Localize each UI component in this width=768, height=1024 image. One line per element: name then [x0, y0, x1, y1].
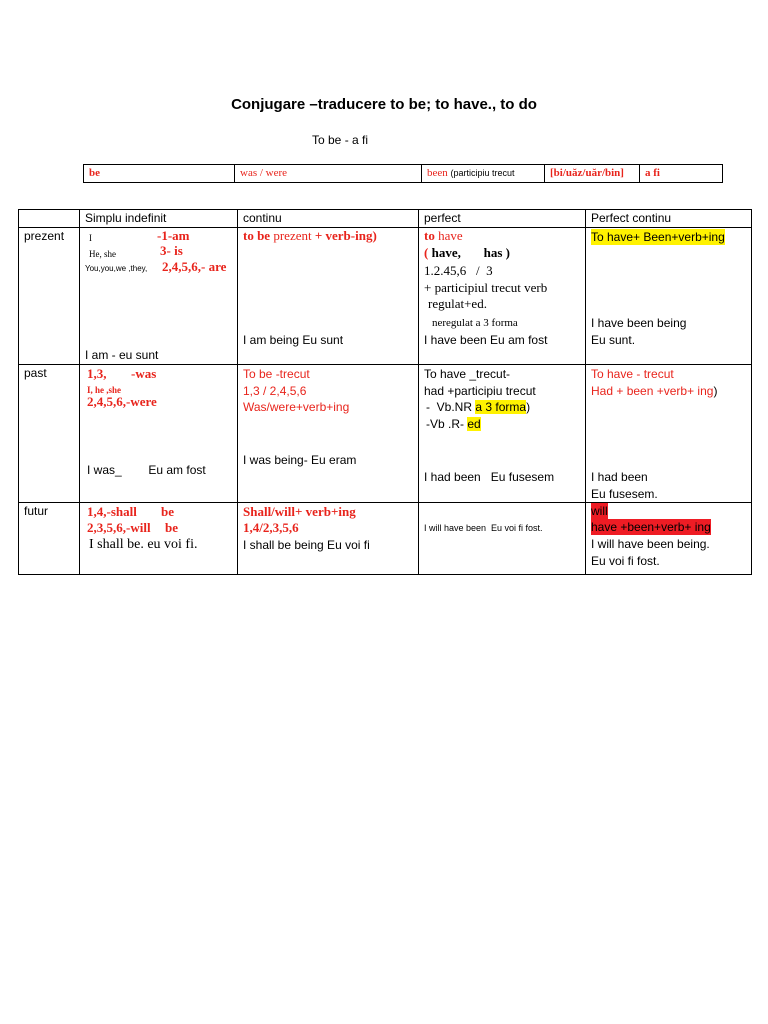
prezent-pcont-translation: Eu sunt. — [591, 333, 636, 347]
past-cont-example: I was being- Eu eram — [243, 453, 357, 467]
prezent-cont-verbing: + verb-ing) — [314, 228, 377, 243]
futur-pcont-example: I will have been being. — [591, 537, 710, 551]
past-perf-paren: ) — [526, 400, 531, 414]
row-label-prezent: prezent — [19, 228, 80, 365]
prezent-cont-prezent: prezent — [273, 228, 312, 243]
past-pcont-tohave: To have - trecut — [591, 367, 674, 381]
past-cont-cell — [238, 365, 419, 503]
futur-simple-cell — [80, 503, 238, 575]
past-pcont-formula: Had + been +verb+ ing — [591, 384, 714, 398]
past-simple-example: I was_ Eu am fost — [87, 463, 206, 477]
prezent-perf-cell — [419, 228, 586, 365]
form-base: be — [84, 165, 235, 183]
prezent-perf-havehas: have, has — [431, 245, 503, 260]
prezent-pcont-example: I have been being — [591, 316, 687, 330]
page-subtitle: To be - a fi — [312, 133, 369, 147]
header-empty — [19, 210, 80, 228]
prezent-perf-regulat: regulat+ed. — [428, 296, 487, 311]
futur-cont-persons: 1,4/2,3,5,6 — [243, 520, 299, 535]
past-pcont-example: I had been — [591, 470, 648, 484]
form-participle-word: been — [427, 167, 448, 179]
row-label-futur: futur — [19, 503, 80, 575]
past-perf-vbr: -Vb .R- — [426, 417, 465, 431]
futur-pcont-will: will — [591, 504, 608, 518]
futur-simple-be1: be — [161, 504, 174, 519]
futur-pcont-translation: Eu voi fi fost. — [591, 554, 660, 568]
past-perf-vbnr: - Vb.NR — [426, 400, 473, 414]
header-continuous: continu — [238, 210, 419, 228]
prezent-simple-heshe: He, she — [89, 249, 116, 259]
prezent-simple-example: I am - eu sunt — [85, 348, 159, 362]
prezent-perf-neregulat: neregulat a 3 forma — [432, 317, 518, 329]
prezent-simple-am: -1-am — [157, 228, 190, 243]
prezent-cont-cell — [238, 228, 419, 365]
past-perf-cell — [419, 365, 586, 503]
futur-cont-formula: Shall/will+ verb+ing — [243, 504, 356, 519]
past-perf-tohave: To have _trecut- — [424, 367, 511, 381]
futur-perf-example: I will have been Eu voi fi fost. — [424, 523, 543, 533]
futur-pcont-cell — [586, 503, 752, 575]
past-pcont-translation: Eu fusesem. — [591, 487, 658, 501]
futur-simple-shall: 1,4,-shall — [87, 504, 137, 519]
futur-cont-cell — [238, 503, 419, 575]
futur-simple-example: I shall be. eu voi fi. — [89, 537, 198, 552]
form-pronunciation: [bi/uăz/uăr/bin] — [545, 165, 640, 183]
futur-cont-example: I shall be being Eu voi fi — [243, 538, 370, 552]
futur-perf-cell — [419, 503, 586, 575]
past-simple-13: 1,3, — [87, 366, 107, 381]
header-simple: Simplu indefinit — [80, 210, 238, 228]
prezent-perf-example: I have been Eu am fost — [424, 333, 548, 347]
prezent-cont-tobe: to be — [243, 228, 271, 243]
past-perf-had: had +participiu trecut — [424, 384, 536, 398]
prezent-simple-are: 2,4,5,6,- are — [162, 259, 227, 274]
form-past: was / were — [235, 165, 422, 183]
prezent-perf-persons: 1.2.45,6 / 3 — [424, 263, 493, 278]
past-cont-tobe: To be -trecut — [243, 367, 310, 381]
past-cont-formula: Was/were+verb+ing — [243, 400, 350, 414]
prezent-simple-you: You,you,we ,they, — [85, 264, 148, 273]
prezent-perf-paren-open: ( — [424, 245, 429, 260]
form-participle-note: (participiu trecut — [450, 168, 515, 178]
prezent-simple-is: 3- is — [160, 243, 183, 258]
prezent-simple-i: I — [89, 233, 92, 243]
form-participle — [422, 165, 545, 183]
past-simple-was: -was — [131, 366, 157, 381]
header-perfect-continuous: Perfect continu — [586, 210, 752, 228]
header-perfect: perfect — [419, 210, 586, 228]
prezent-cont-example: I am being Eu sunt — [243, 333, 344, 347]
prezent-pcont-cell — [586, 228, 752, 365]
prezent-perf-paren-close: ) — [505, 245, 510, 260]
futur-simple-will: 2,3,5,6,-will — [87, 520, 151, 535]
prezent-perf-participiul: + participiul trecut verb — [424, 280, 548, 295]
prezent-pcont-formula: To have+ Been+verb+ing — [591, 230, 725, 244]
past-simple-iheshe: I, he ,she — [87, 385, 122, 395]
past-pcont-cell — [586, 365, 752, 503]
prezent-simple-cell — [80, 228, 238, 365]
past-perf-3forma: a 3 forma — [475, 400, 527, 414]
verb-forms-table — [83, 164, 723, 183]
futur-simple-be2: be — [165, 520, 178, 535]
prezent-perf-have: have — [438, 228, 463, 243]
form-translation: a fi — [640, 165, 723, 183]
past-cont-persons: 1,3 / 2,4,5,6 — [243, 384, 307, 398]
past-simple-cell — [80, 365, 238, 503]
past-simple-were: 2,4,5,6,-were — [87, 394, 157, 409]
past-pcont-paren: ) — [713, 384, 718, 398]
page-title: Conjugare –traducere to be; to have., to do — [231, 96, 537, 113]
past-perf-example: I had been Eu fusesem — [424, 470, 555, 484]
prezent-perf-to: to — [424, 228, 435, 243]
past-perf-ed: ed — [467, 417, 481, 431]
conjugation-table — [18, 209, 752, 575]
row-label-past: past — [19, 365, 80, 503]
futur-pcont-formula: have +been+verb+ ing — [591, 520, 711, 534]
